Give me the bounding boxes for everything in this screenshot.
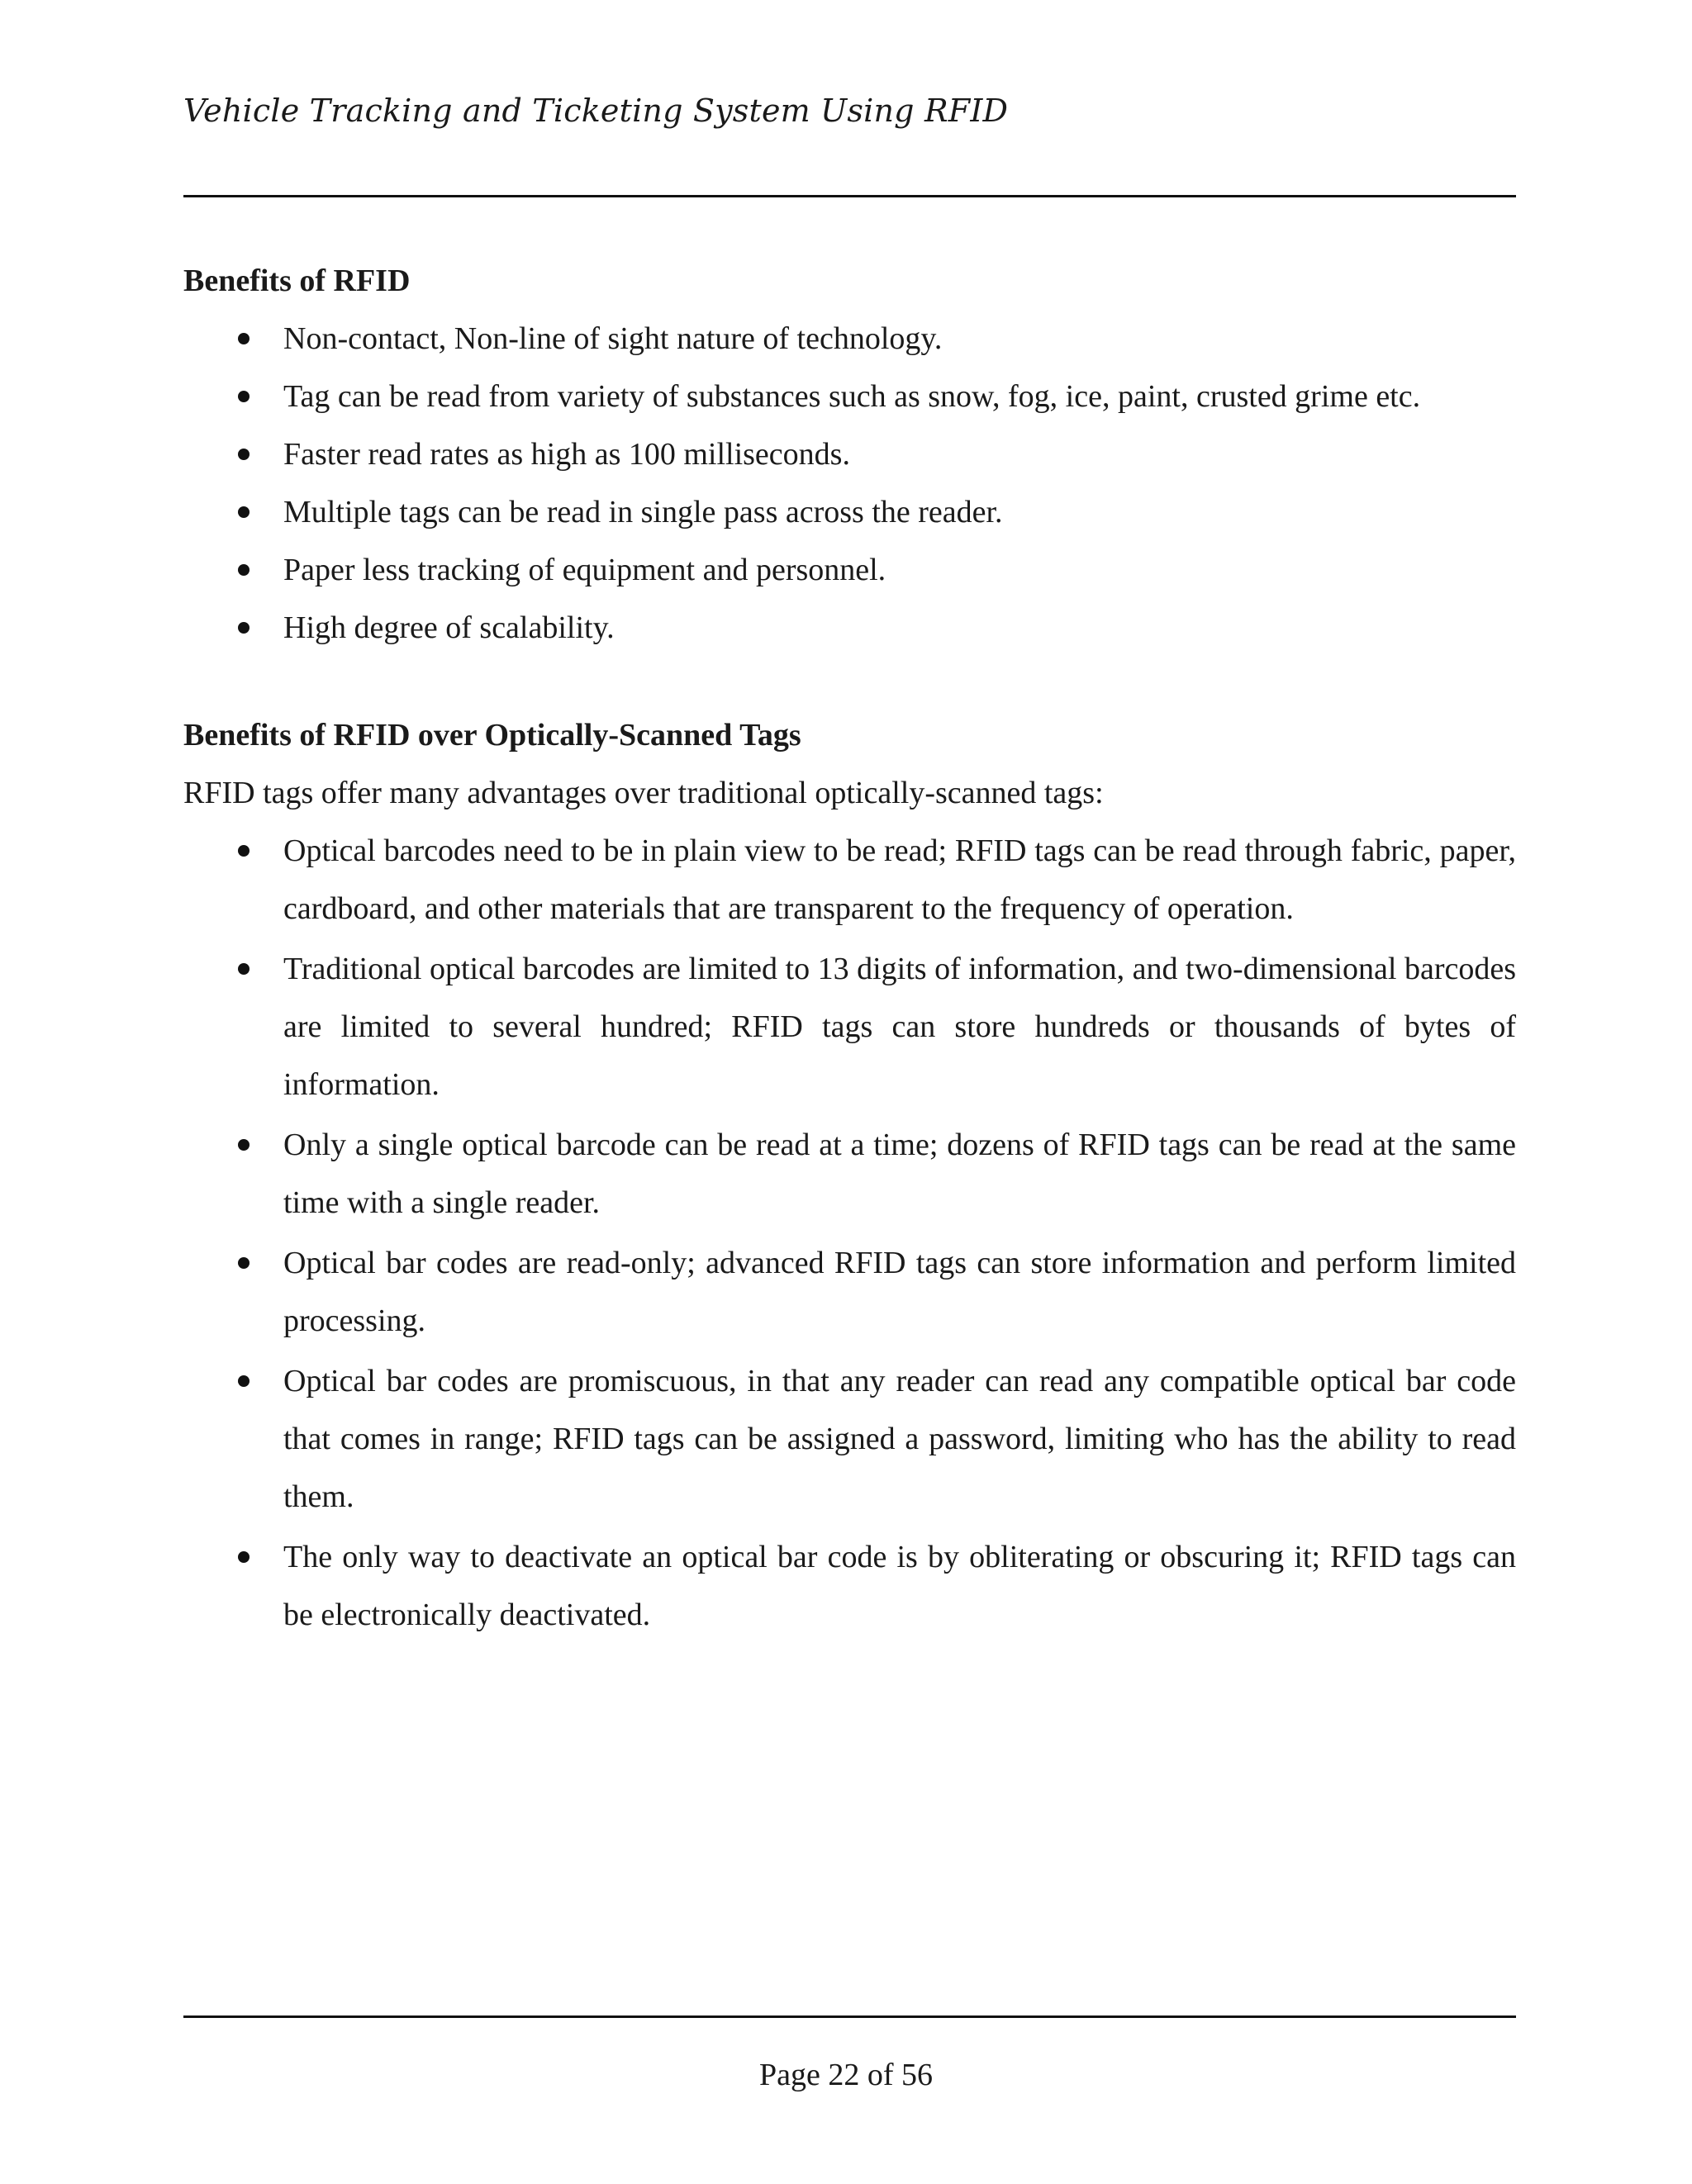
- bullet-icon: [238, 1551, 250, 1563]
- list-item-text: Optical barcodes need to be in plain view to be read; RFID tags can be read through fabric, paper, cardboard, and other materials that are transparent to the frequency of operation.: [283, 833, 1516, 926]
- list-item: [183, 940, 1516, 1113]
- list-item-text: Optical bar codes are read-only; advanced RFID tags can store information and perform limited processing.: [283, 1246, 1516, 1338]
- list-item-text: Non-contact, Non-line of sight nature of technology.: [283, 321, 943, 356]
- page-body: [183, 252, 1516, 1646]
- list-item: [183, 368, 1516, 425]
- list-item-text: High degree of scalability.: [283, 610, 615, 645]
- section-spacer: [183, 657, 1516, 706]
- list-item-text: Traditional optical barcodes are limited to 13 digits of information, and two-dimensional barcodes are limited to several hundred; RFID tags can store hundreds or thousands of bytes of information.: [283, 952, 1516, 1102]
- section-heading-optical: Benefits of RFID over Optically-Scanned Tags: [183, 718, 801, 753]
- bullet-icon: [238, 391, 250, 402]
- bullet-icon: [238, 845, 250, 857]
- list-item: [183, 310, 1516, 368]
- header-rule: [183, 195, 1516, 197]
- benefits-list: [183, 310, 1516, 657]
- list-item: [183, 425, 1516, 483]
- list-item: [183, 599, 1516, 657]
- list-item-text: Faster read rates as high as 100 milliseconds.: [283, 437, 850, 472]
- bullet-icon: [238, 1375, 250, 1387]
- optical-comparison-list: [183, 822, 1516, 1644]
- running-header: Vehicle Tracking and Ticketing System Using RFID: [183, 93, 1009, 129]
- section-heading-benefits: Benefits of RFID: [183, 264, 411, 298]
- list-item: [183, 1234, 1516, 1350]
- list-item-text: Paper less tracking of equipment and personnel.: [283, 553, 886, 587]
- list-item: [183, 541, 1516, 599]
- list-item-text: Optical bar codes are promiscuous, in that any reader can read any compatible optical bar code that comes in range; RFID tags can be assigned a password, limiting who has the ability to read them.: [283, 1364, 1516, 1514]
- list-item: [183, 1116, 1516, 1232]
- bullet-icon: [238, 449, 250, 460]
- list-item: [183, 483, 1516, 541]
- list-item: [183, 1352, 1516, 1526]
- bullet-icon: [238, 564, 250, 576]
- list-item-text: Only a single optical barcode can be read at a time; dozens of RFID tags can be read at the same time with a single reader.: [283, 1128, 1516, 1220]
- bullet-icon: [238, 1139, 250, 1151]
- section-intro: RFID tags offer many advantages over traditional optically-scanned tags:: [183, 776, 1104, 810]
- list-item: [183, 822, 1516, 938]
- list-item: [183, 1528, 1516, 1644]
- bullet-icon: [238, 333, 250, 344]
- list-item-text: The only way to deactivate an optical bar code is by obliterating or obscuring it; RFID tags can be electronically deactivated.: [283, 1540, 1516, 1632]
- list-item-text: Tag can be read from variety of substances such as snow, fog, ice, paint, crusted grime etc.: [283, 379, 1421, 414]
- bullet-icon: [238, 506, 250, 518]
- page-number: Page 22 of 56: [758, 2058, 934, 2092]
- footer-rule: [183, 2015, 1516, 2018]
- bullet-icon: [238, 1257, 250, 1269]
- bullet-icon: [238, 963, 250, 975]
- bullet-icon: [238, 622, 250, 634]
- list-item-text: Multiple tags can be read in single pass across the reader.: [283, 495, 1003, 529]
